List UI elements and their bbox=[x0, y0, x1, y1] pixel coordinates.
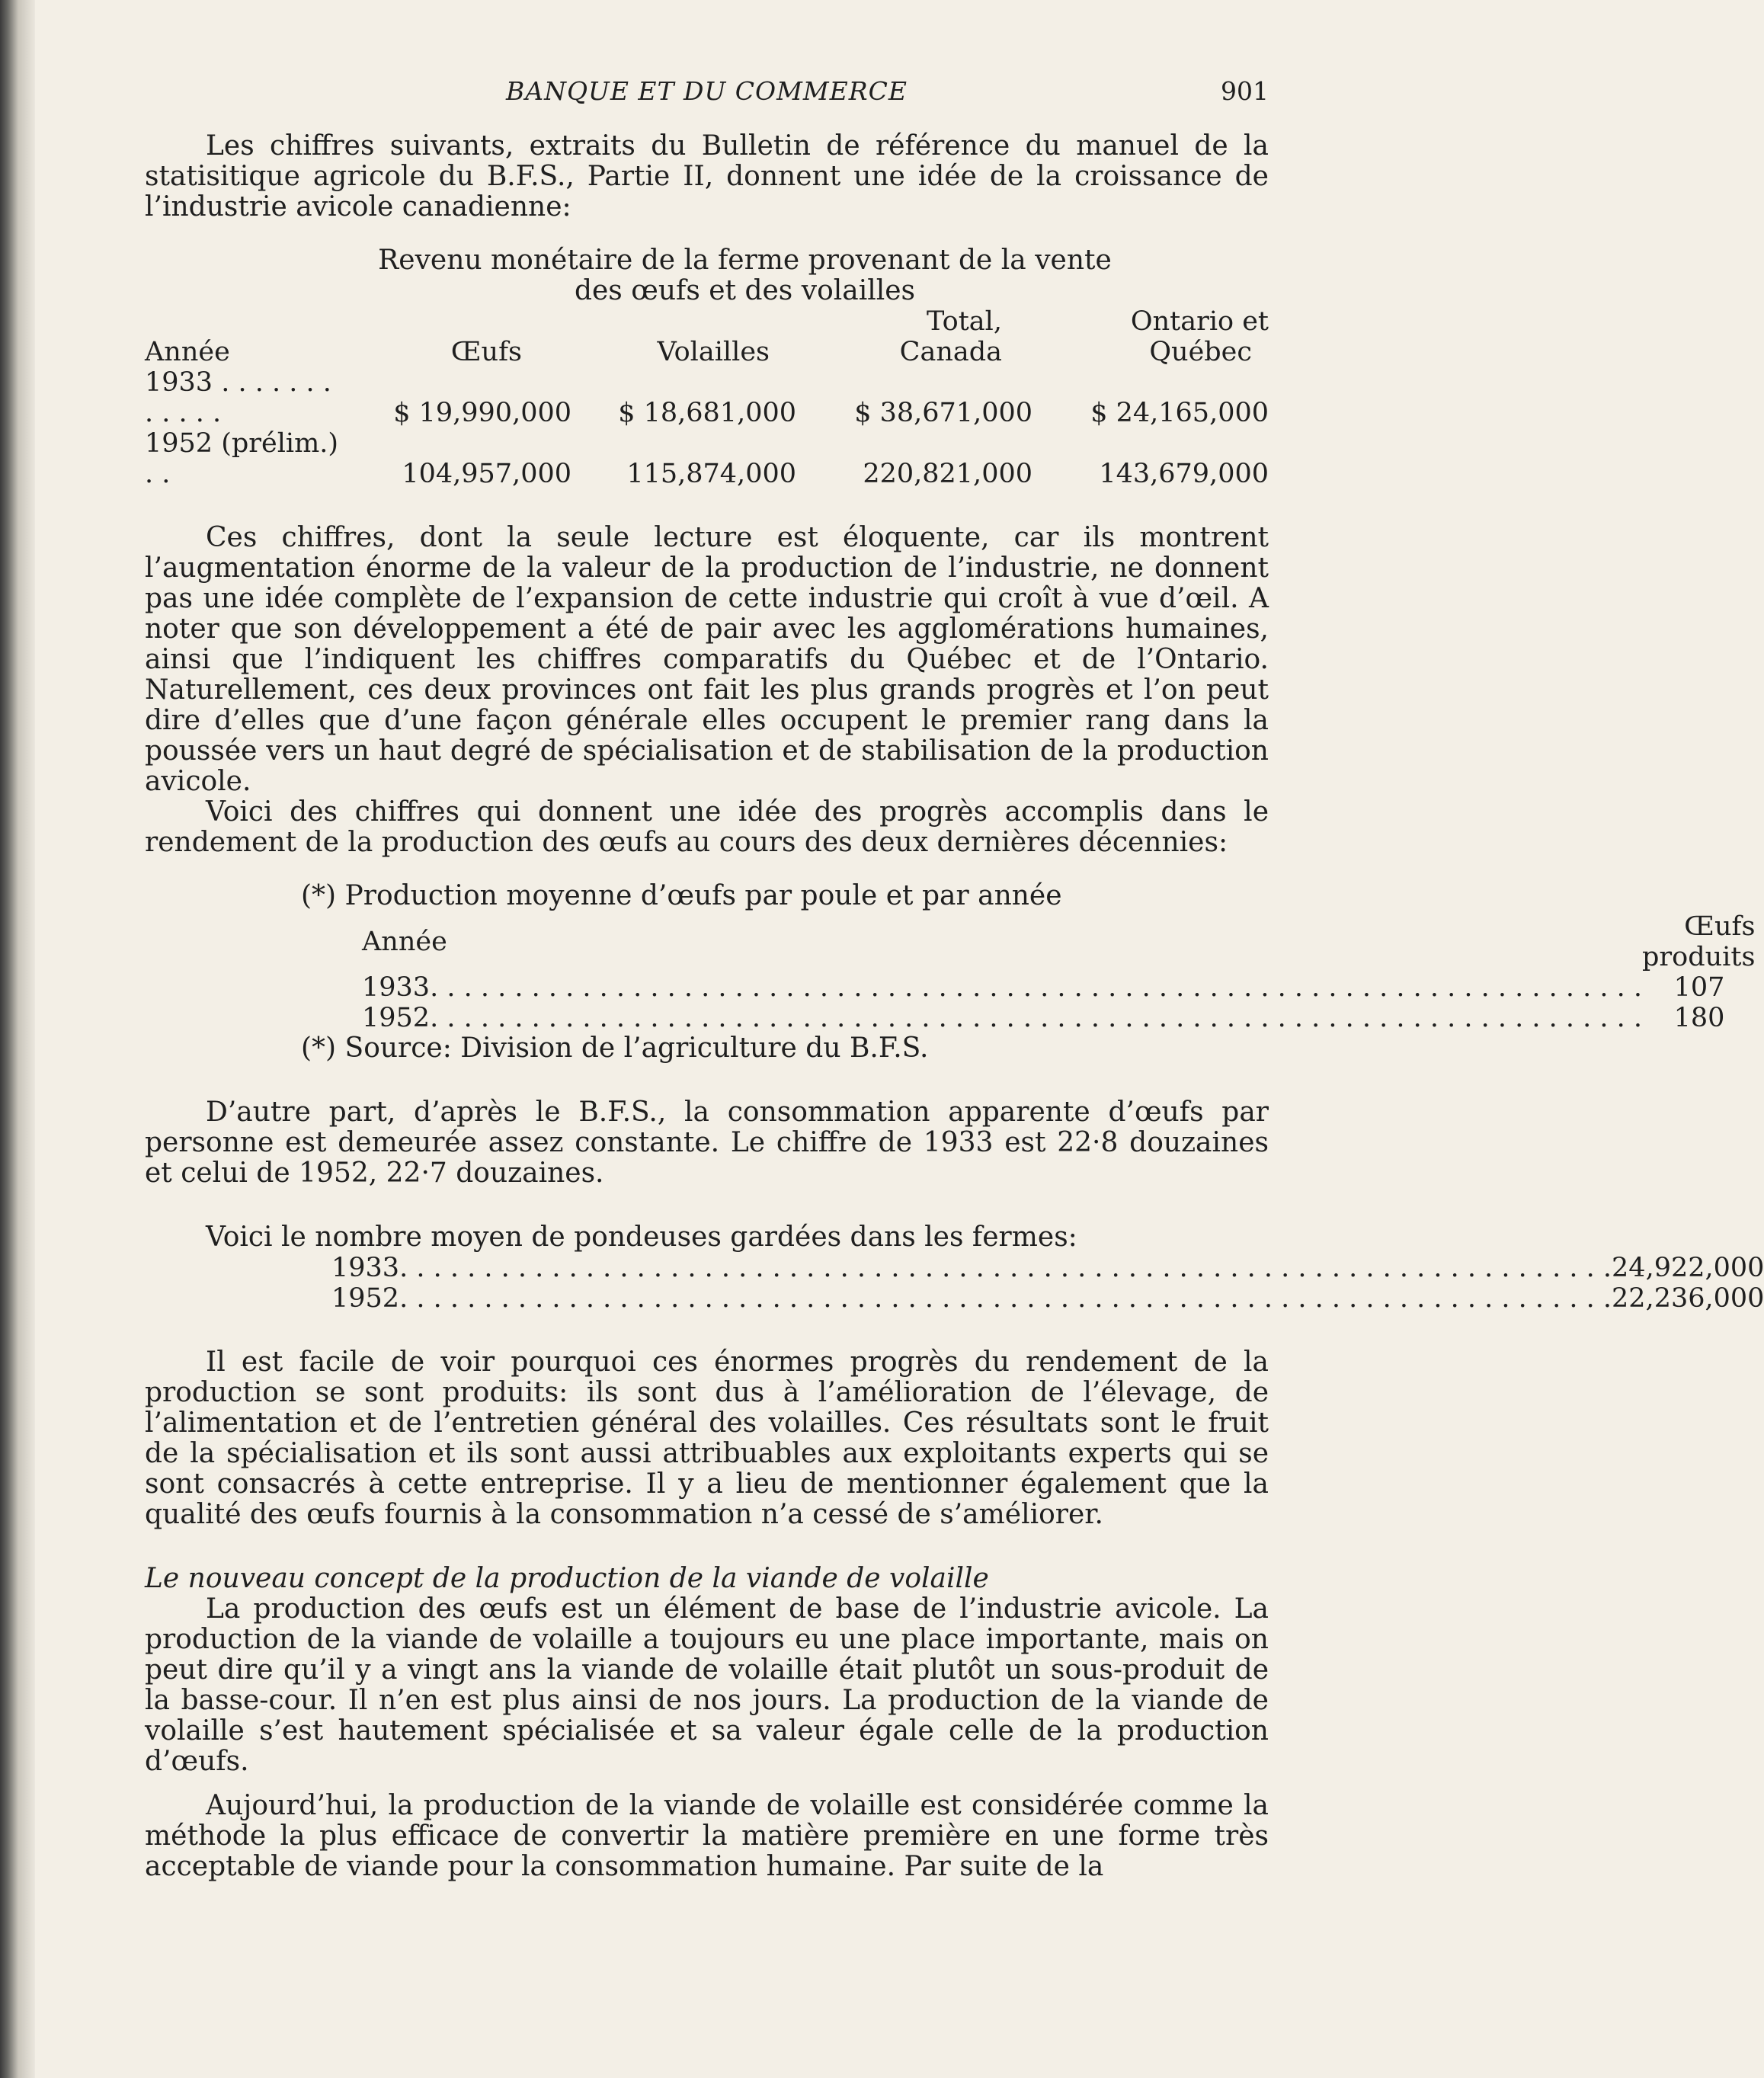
leader-dots bbox=[399, 1253, 1612, 1283]
book-binding-shadow bbox=[0, 0, 35, 2078]
leader-dots bbox=[430, 972, 1642, 1003]
table-row bbox=[145, 428, 1269, 489]
layers-row-value: 24,922,000 bbox=[1612, 1253, 1764, 1283]
leader-dots bbox=[430, 1003, 1642, 1033]
egg-row-value: 180 bbox=[1673, 1003, 1725, 1033]
revenue-table-caption-line1: Revenu monétaire de la ferme provenant de la vente bbox=[378, 245, 1112, 276]
egg-row-year: 1952 bbox=[362, 1003, 431, 1033]
paragraph-egg-intro: Voici des chiffres qui donnent une idée des progrès accomplis dans le rendement de la production des œufs au cours des deux dernières décennies: bbox=[145, 796, 1269, 858]
header-total-top: Total, bbox=[927, 306, 1002, 337]
paragraph-layers-intro: Voici le nombre moyen de pondeuses gardées dans les fermes: bbox=[206, 1222, 1077, 1253]
egg-col-year: Année bbox=[362, 927, 447, 957]
egg-production-header bbox=[362, 911, 1755, 972]
row-eggs: 104,957,000 bbox=[402, 459, 571, 489]
egg-production-title: (*) Production moyenne d’œufs par poule et par année bbox=[301, 880, 1062, 911]
revenue-table bbox=[145, 306, 1269, 489]
table-row bbox=[362, 1003, 1755, 1033]
revenue-table-block bbox=[145, 245, 1269, 489]
running-head-title: BANQUE ET DU COMMERCE bbox=[506, 76, 908, 106]
row-eggs: $ 19,990,000 bbox=[393, 398, 571, 428]
section-heading: Le nouveau concept de la production de la viande de volaille bbox=[145, 1563, 989, 1594]
revenue-table-header bbox=[145, 337, 1269, 367]
row-poultry: $ 18,681,000 bbox=[618, 398, 796, 428]
table-row bbox=[145, 367, 1269, 428]
revenue-table-caption-line2: des œufs et des volailles bbox=[574, 275, 916, 306]
header-year: Année bbox=[145, 337, 230, 367]
egg-production-source: (*) Source: Division de l’agriculture du B.F.S. bbox=[301, 1033, 929, 1064]
row-poultry: 115,874,000 bbox=[626, 459, 796, 489]
row-ontario-quebec: 143,679,000 bbox=[1099, 459, 1269, 489]
egg-col-value: Œufs produits bbox=[1642, 911, 1756, 972]
paragraph-consumption: D’autre part, d’après le B.F.S., la consommation apparente d’œufs par personne est demeurée assez constante. Le chiffre de 1933 est 22·8 douzaines et celui de 1952, 22·7 douzaines. bbox=[145, 1097, 1269, 1189]
header-eggs: Œufs bbox=[450, 337, 522, 367]
running-head bbox=[145, 76, 1269, 111]
paragraph-meat-efficiency: Aujourd’hui, la production de la viande de volaille est considérée comme la méthode la plus efficace de convertir la matière première en une forme très acceptable de viande pour la consommation humaine. Par suite de la bbox=[145, 1790, 1269, 1882]
egg-production-block bbox=[301, 880, 1756, 1064]
row-year: 1933 . . . . . . . . . . . . bbox=[145, 367, 331, 428]
layers-row-value: 22,236,000 bbox=[1612, 1283, 1764, 1314]
egg-row-year: 1933 bbox=[362, 972, 431, 1003]
egg-production-table bbox=[362, 911, 1755, 1033]
layers-row-year: 1933 bbox=[331, 1253, 400, 1283]
row-total: $ 38,671,000 bbox=[854, 398, 1032, 428]
document-page bbox=[145, 76, 1764, 1882]
header-total-bottom: Canada bbox=[899, 337, 1002, 367]
header-poultry: Volailles bbox=[657, 337, 770, 367]
row-ontario-quebec: $ 24,165,000 bbox=[1090, 398, 1269, 428]
page-number: 901 bbox=[1221, 76, 1269, 106]
table-row bbox=[331, 1283, 1764, 1314]
paragraph-commentary: Ces chiffres, dont la seule lecture est éloquente, car ils montrent l’augmentation énorme de la valeur de la production de l’industrie, ne donnent pas une idée complète de l’expansion de cette industrie qui croît à vue d’œil. A noter que son développement a été de pair avec les agglomérations humaines, ainsi que l’indiquent les chiffres comparatifs du Québec et de l’Ontario. Naturellement, ces deux provinces ont fait les plus grands progrès et l’on peut dire d’elles que d’une façon générale elles occupent le premier rang dans la poussée vers un haut degré de spécialisation et de stabilisation de la production avicole. bbox=[145, 522, 1269, 797]
paragraph-meat-production: La production des œufs est un élément de base de l’industrie avicole. La production de la viande de volaille a toujours eu une place importante, mais on peut dire qu’il y a vingt ans la viande de volaille était plutôt un sous-produit de la basse-cour. Il n’en est plus ainsi de nos jours. La production de la viande de volaille s’est hautement spécialisée et sa valeur égale celle de la production d’œufs. bbox=[145, 1593, 1269, 1777]
header-ontario-quebec-top: Ontario et bbox=[1130, 306, 1269, 337]
layers-row-year: 1952 bbox=[331, 1283, 400, 1314]
revenue-table-header-top bbox=[145, 306, 1269, 337]
leader-dots bbox=[399, 1283, 1612, 1314]
paragraph-intro: Les chiffres suivants, extraits du Bulletin de référence du manuel de la statisitique agricole du B.F.S., Partie II, donnent une idée de la croissance de l’industrie avicole canadienne: bbox=[145, 130, 1269, 223]
paragraph-progress-reasons: Il est facile de voir pourquoi ces énormes progrès du rendement de la production se sont produits: ils sont dus à l’amélioration de l’élevage, de l’alimentation et de l’entretien général des volailles. Ces résultats sont le fruit de la spécialisation et ils sont aussi attribuables aux exploitants experts qui se sont consacrés à cette entreprise. Il y a lieu de mentionner également que la qualité des œufs fournis à la consommation n’a cessé de s’améliorer. bbox=[145, 1346, 1269, 1530]
layers-table bbox=[331, 1253, 1764, 1314]
table-row bbox=[362, 972, 1755, 1003]
row-year: 1952 (prélim.) . . bbox=[145, 428, 339, 489]
header-ontario-quebec-bottom: Québec bbox=[1149, 337, 1252, 367]
table-row bbox=[331, 1253, 1764, 1283]
egg-row-value: 107 bbox=[1673, 972, 1725, 1003]
row-total: 220,821,000 bbox=[863, 459, 1032, 489]
